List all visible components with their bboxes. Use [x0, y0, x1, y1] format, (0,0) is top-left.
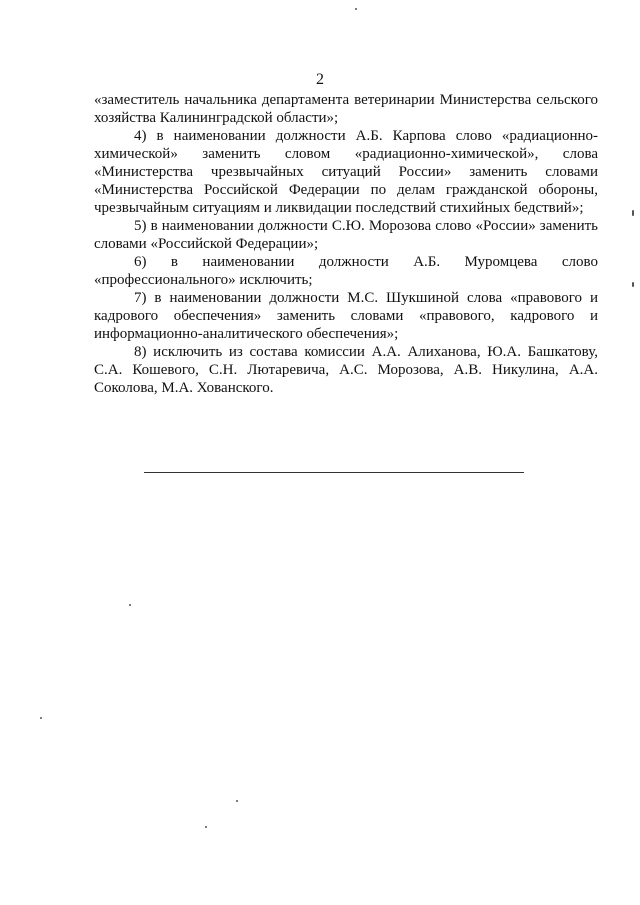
scan-speck	[632, 210, 634, 216]
closing-divider-line	[144, 472, 524, 473]
paragraph-item-6: 6) в наименовании должности А.Б. Муромцева слово «профессионального» исключить;	[94, 254, 598, 288]
paragraph-item-7: 7) в наименовании должности М.С. Шукшиной слова «правового и кадрового обеспечения» заменить словами «правового, кадрового и информационно-аналитического обеспечения»;	[94, 290, 598, 342]
scan-speck	[236, 800, 238, 802]
scan-speck	[205, 826, 207, 828]
paragraph-item-4: 4) в наименовании должности А.Б. Карпова слово «радиационно-химической» заменить словом «радиационно-химической», слова «Министерства чрезвычайных ситуаций России» заменить словами «Министерства Российской Федерации по делам гражданской обороны, чрезвычайным ситуациям и ликвидации последствий стихийных бедствий»;	[94, 128, 598, 216]
scan-speck	[355, 8, 357, 10]
page-number: 2	[316, 71, 324, 88]
paragraph-item-8: 8) исключить из состава комиссии А.А. Алиханова, Ю.А. Башкатову, С.А. Кошевого, С.Н. Лютаревича, А.С. Морозова, А.В. Никулина, А.А. Соколова, М.А. Хованского.	[94, 344, 598, 396]
scan-speck	[40, 717, 42, 719]
document-body	[94, 91, 598, 397]
scan-speck	[632, 282, 634, 287]
scan-speck	[129, 604, 131, 606]
paragraph-continuation: «заместитель начальника департамента ветеринарии Министерства сельского хозяйства Калининградской области»;	[94, 92, 598, 126]
paragraph-item-5: 5) в наименовании должности С.Ю. Морозова слово «России» заменить словами «Российской Федерации»;	[94, 218, 598, 252]
